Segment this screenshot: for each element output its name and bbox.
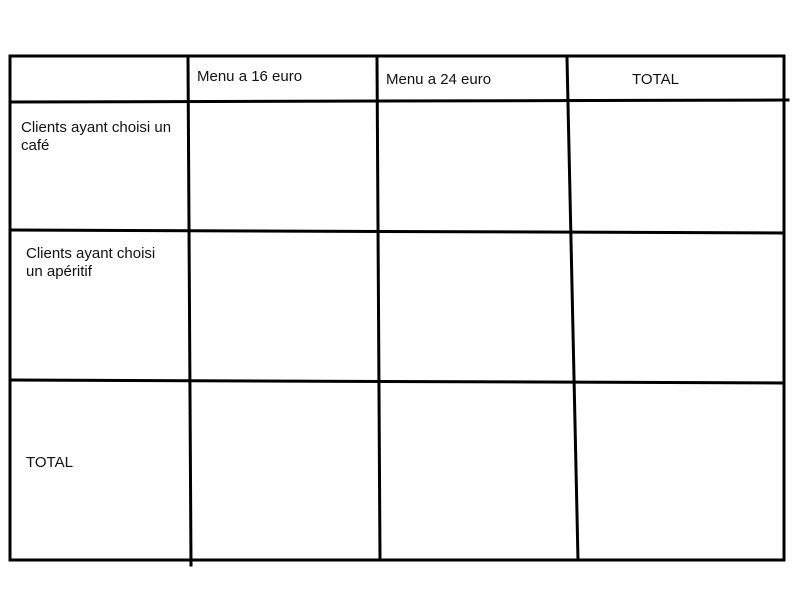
column-separator-2 bbox=[377, 58, 380, 560]
row-separator-2 bbox=[10, 230, 784, 233]
row-label-total: TOTAL bbox=[26, 454, 73, 471]
row-label-aperitif: Clients ayant choisi un apéritif bbox=[26, 245, 156, 280]
row-separator-1 bbox=[10, 100, 788, 102]
row-separator-3 bbox=[10, 380, 784, 383]
header-menu-24-euro: Menu a 24 euro bbox=[386, 71, 492, 88]
row-label-cafe: Clients ayant choisi un café bbox=[21, 119, 172, 154]
header-total: TOTAL bbox=[632, 71, 679, 88]
column-separator-3 bbox=[567, 58, 578, 560]
header-menu-16-euro: Menu a 16 euro bbox=[197, 68, 303, 85]
